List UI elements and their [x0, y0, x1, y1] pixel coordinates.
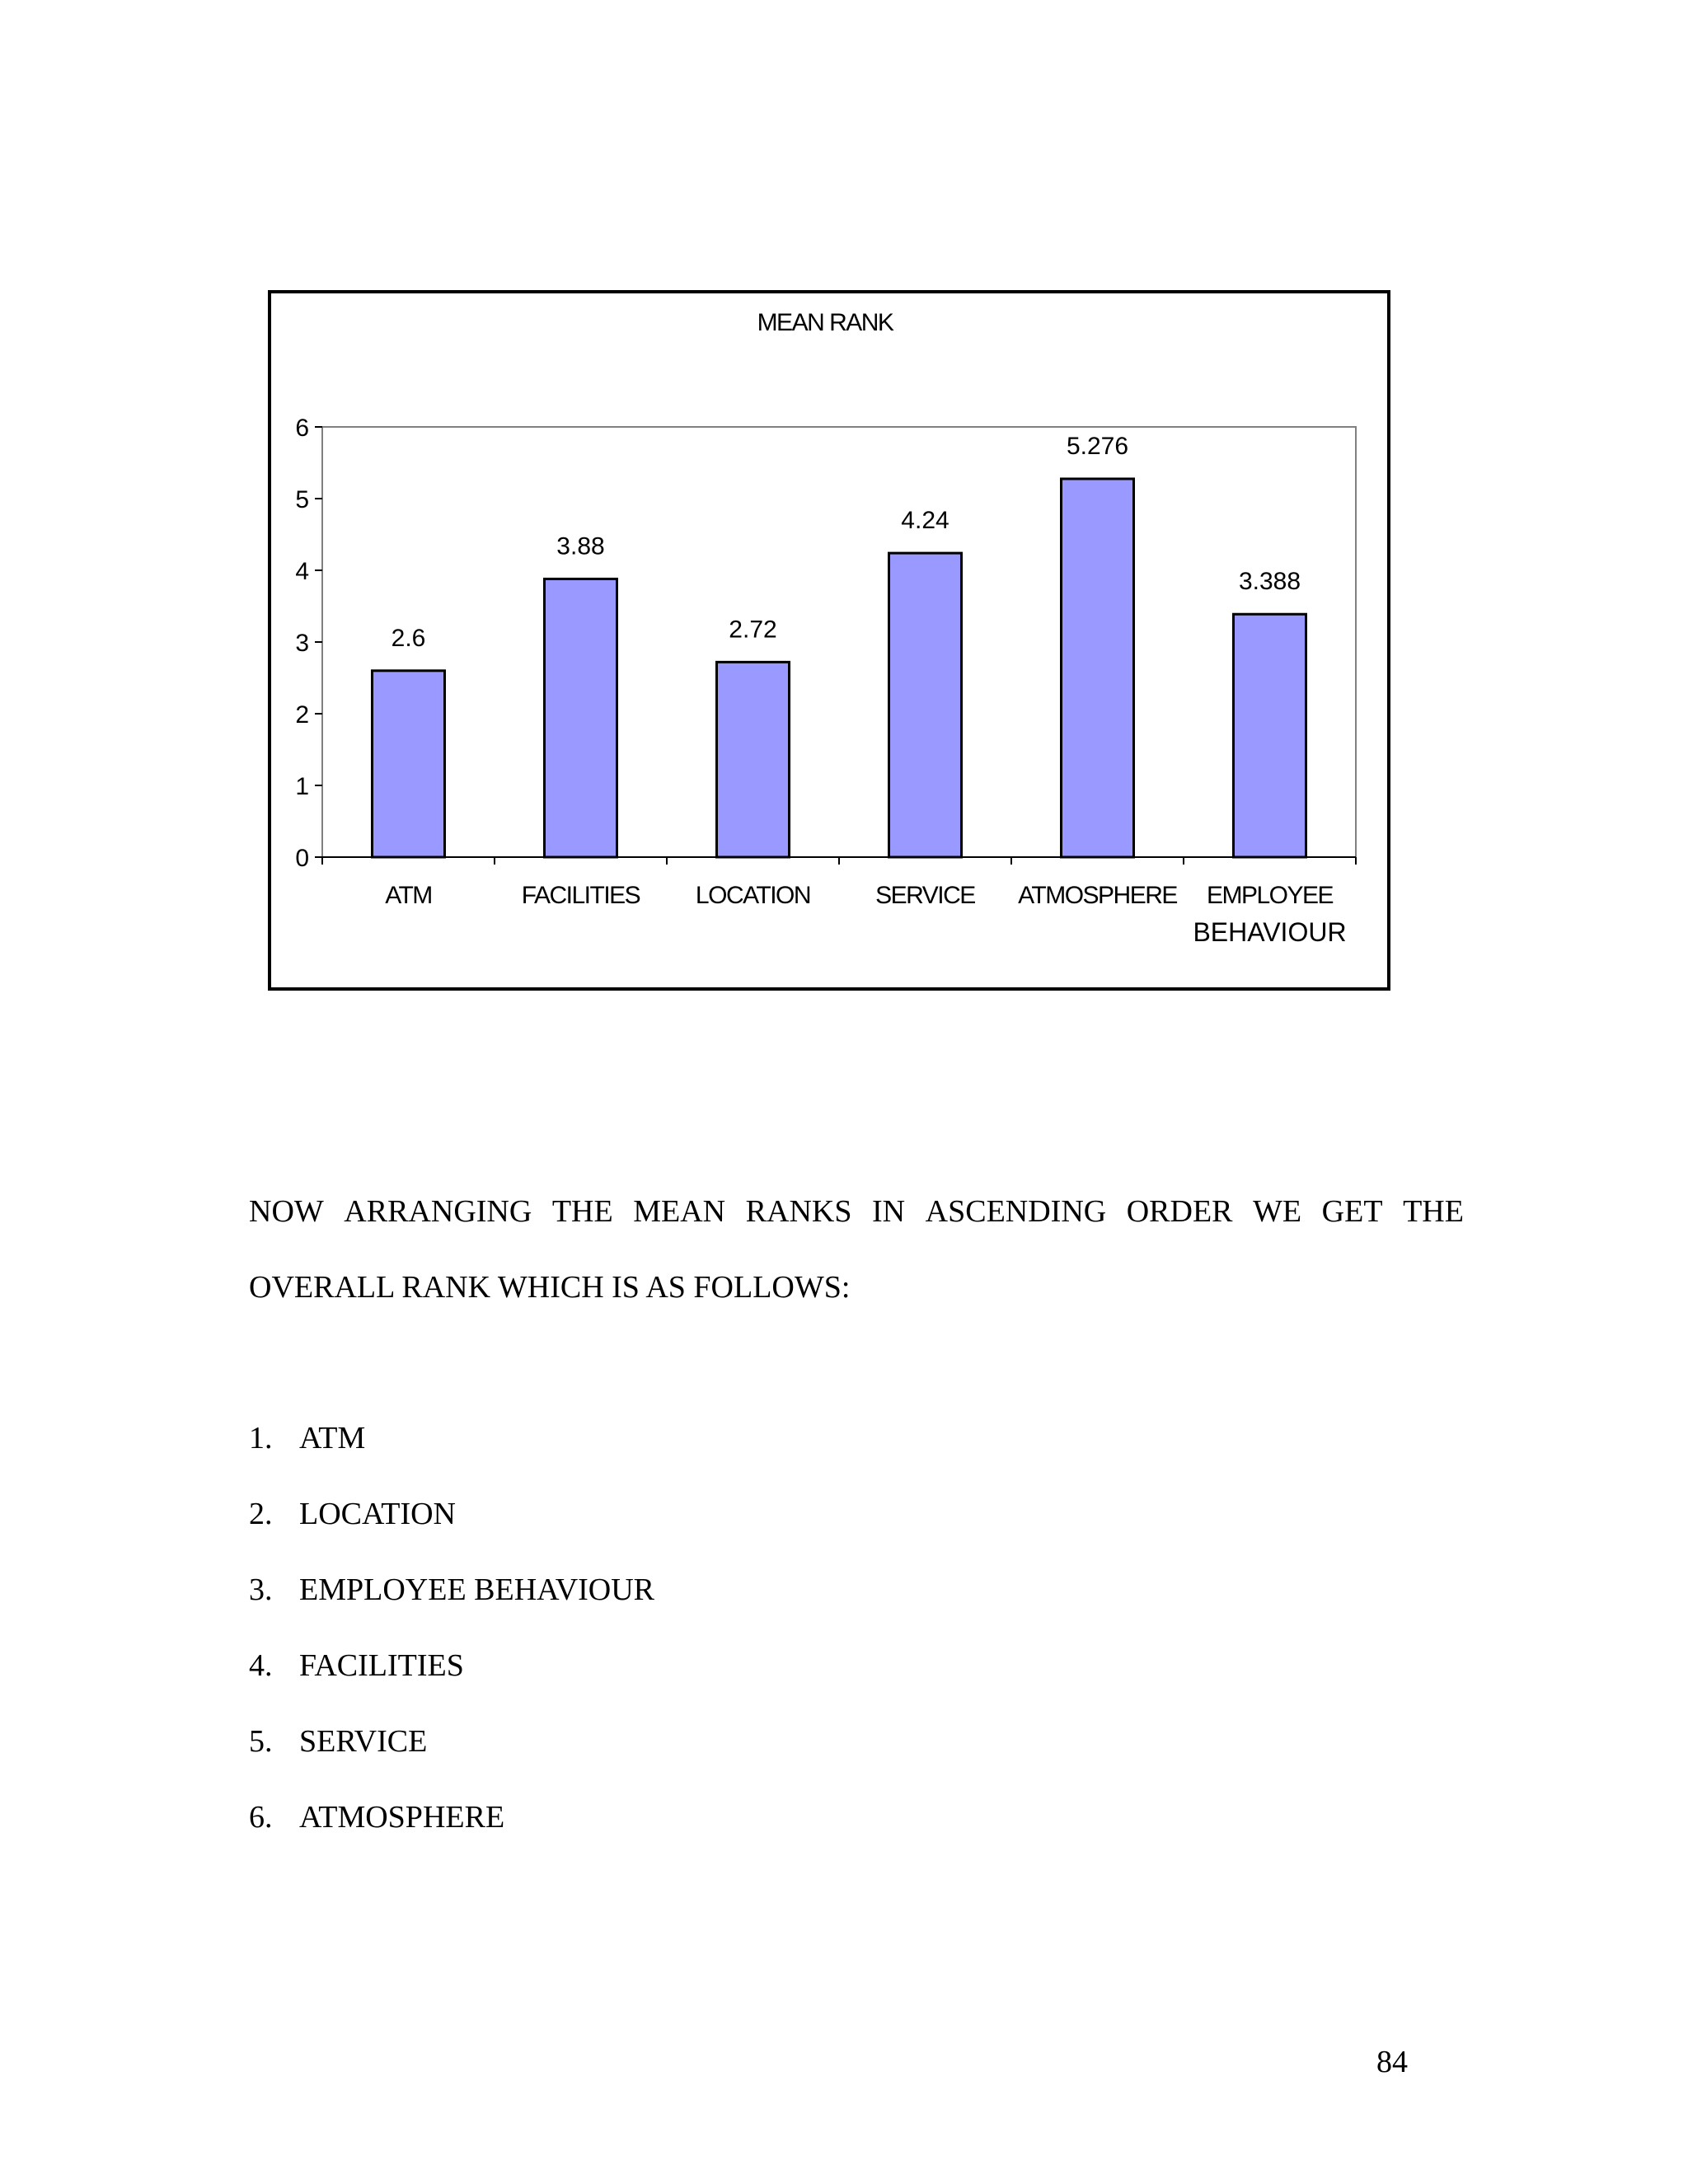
list-item-label: ATMOSPHERE	[299, 1800, 505, 1835]
chart-svg	[271, 293, 1387, 987]
x-tick-label: EMPLOYEE	[1206, 882, 1334, 909]
y-tick-label: 4	[295, 558, 309, 585]
bar	[373, 671, 445, 857]
paragraph-word: NOW	[249, 1194, 324, 1229]
data-label: 3.388	[1238, 568, 1301, 596]
x-tick-label: SERVICE	[875, 882, 975, 909]
list-item	[249, 1494, 654, 1570]
paragraph-line-2: OVERALL RANK WHICH IS AS FOLLOWS:	[249, 1270, 851, 1305]
paragraph-word: MEAN	[633, 1194, 726, 1229]
list-item	[249, 1646, 654, 1722]
list-item	[249, 1722, 654, 1797]
paragraph-word: ARRANGING	[344, 1194, 532, 1229]
list-item-label: FACILITIES	[299, 1648, 464, 1683]
data-label: 4.24	[901, 507, 950, 535]
paragraph-word: GET	[1321, 1194, 1383, 1229]
paragraph-word: THE	[551, 1194, 613, 1229]
list-item-number: 5.	[249, 1724, 273, 1759]
bar	[717, 662, 790, 857]
paragraph-word: ASCENDING	[925, 1194, 1107, 1229]
data-label: 5.276	[1066, 432, 1129, 460]
paragraph-word: THE	[1403, 1194, 1464, 1229]
paragraph-word: IN	[872, 1194, 906, 1229]
y-tick-label: 5	[295, 486, 309, 513]
list-item	[249, 1570, 654, 1646]
data-label: 2.6	[391, 624, 426, 652]
chart-title: MEAN RANK	[757, 309, 893, 336]
list-item-label: ATM	[299, 1421, 366, 1455]
bar	[1234, 614, 1306, 857]
x-tick-label: FACILITIES	[521, 882, 640, 909]
y-tick-label: 1	[295, 773, 309, 800]
paragraph-line-1	[249, 1192, 1464, 1231]
list-item-number: 1.	[249, 1421, 273, 1455]
list-item	[249, 1797, 654, 1873]
x-tick-label: BEHAVIOUR	[1193, 917, 1347, 947]
paragraph-word: WE	[1253, 1194, 1302, 1229]
list-item	[249, 1418, 654, 1494]
plot-area	[322, 427, 1356, 857]
y-tick-label: 6	[295, 415, 309, 442]
paragraph-word: RANKS	[745, 1194, 852, 1229]
bar	[545, 579, 617, 857]
paragraph-word: ORDER	[1126, 1194, 1233, 1229]
page-number: 84	[1376, 2045, 1408, 2079]
list-item-number: 4.	[249, 1648, 273, 1683]
overall-rank-list	[249, 1418, 654, 1873]
x-tick-label: ATMOSPHERE	[1018, 882, 1177, 909]
list-item-number: 6.	[249, 1800, 273, 1835]
data-label: 3.88	[556, 532, 605, 560]
list-item-label: SERVICE	[299, 1724, 428, 1759]
list-item-label: LOCATION	[299, 1497, 456, 1531]
y-tick-label: 3	[295, 630, 309, 657]
y-tick-label: 0	[295, 845, 309, 872]
data-label: 2.72	[729, 616, 777, 644]
list-item-number: 3.	[249, 1572, 273, 1607]
bar	[1062, 479, 1134, 857]
x-tick-label: LOCATION	[695, 882, 811, 909]
x-tick-label: ATM	[385, 882, 432, 909]
bar	[889, 553, 962, 857]
list-item-number: 2.	[249, 1497, 273, 1531]
mean-rank-chart	[268, 290, 1390, 991]
y-tick-label: 2	[295, 701, 309, 729]
list-item-label: EMPLOYEE BEHAVIOUR	[299, 1572, 655, 1607]
